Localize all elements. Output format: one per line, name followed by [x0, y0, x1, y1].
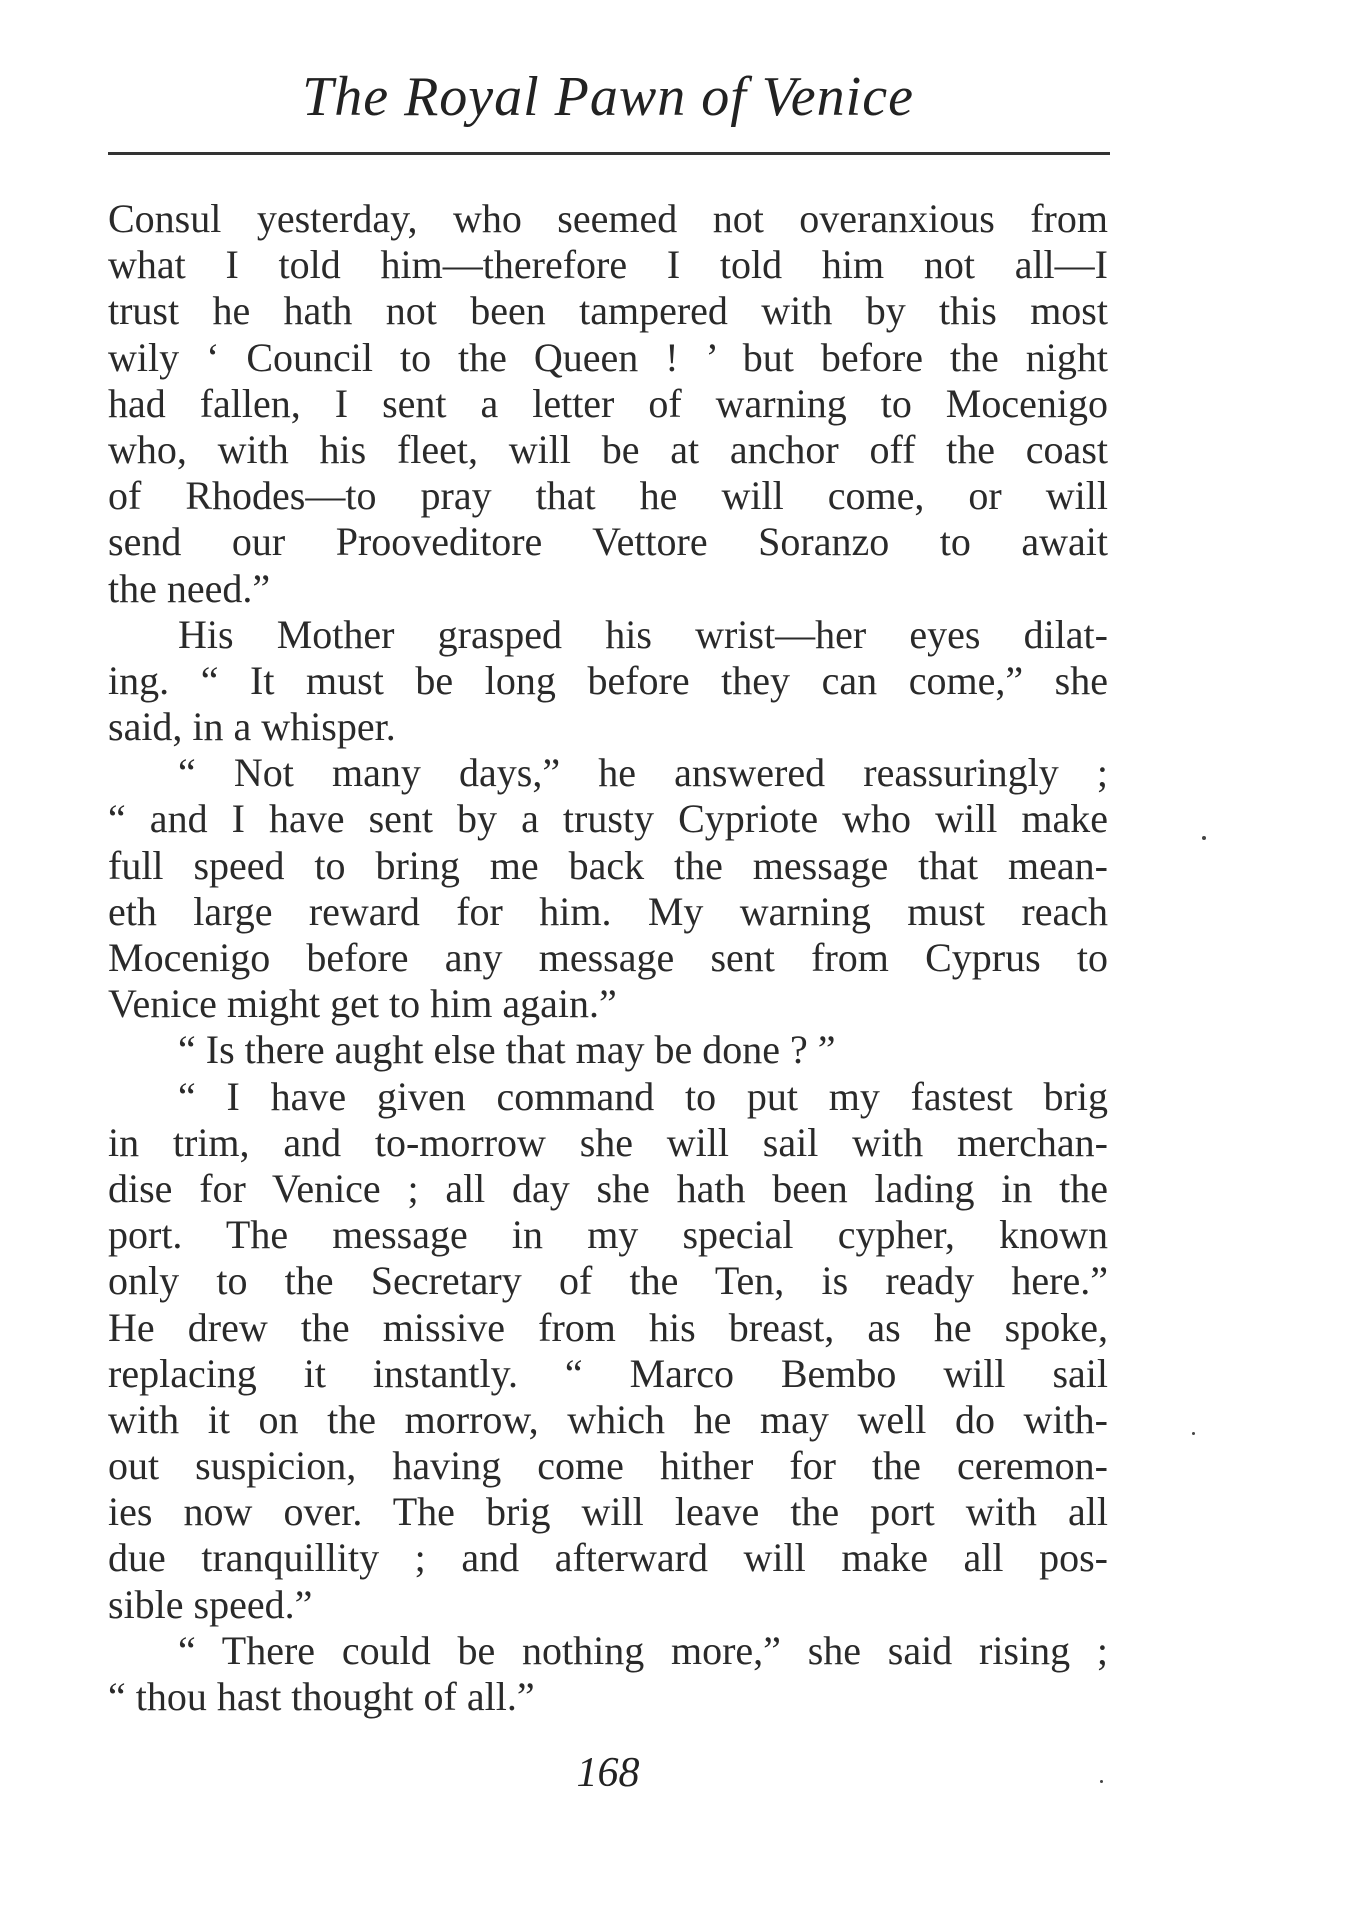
text-line: ies now over. The brig will leave the port with all [108, 1489, 1108, 1535]
print-speck [1100, 1780, 1103, 1783]
text-line: send our Prooveditore Vettore Soranzo to await [108, 519, 1108, 565]
text-line: full speed to bring me back the message that mean- [108, 842, 1108, 888]
body-text [108, 196, 1108, 1720]
text-line: eth large reward for him. My warning must reach [108, 888, 1108, 934]
text-line: who, with his fleet, will be at anchor off the coast [108, 426, 1108, 472]
text-line: dise for Venice ; all day she hath been lading in the [108, 1165, 1108, 1211]
text-line: His Mother grasped his wrist—her eyes dilat- [178, 611, 1108, 657]
text-line: replacing it instantly. “ Marco Bembo will sail [108, 1350, 1108, 1396]
text-line: what I told him—therefore I told him not all—I [108, 242, 1108, 288]
text-line: Consul yesterday, who seemed not overanxious from [108, 196, 1108, 241]
text-line: “ Is there aught else that may be done ? ” [178, 1027, 836, 1073]
text-line: said, in a whisper. [108, 704, 396, 750]
header-rule [108, 152, 1110, 155]
print-speck [1202, 836, 1206, 840]
text-line: “ Not many days,” he answered reassuringly ; [178, 750, 1108, 796]
text-line: Mocenigo before any message sent from Cyprus to [108, 935, 1108, 980]
text-line: trust he hath not been tampered with by this most [108, 288, 1108, 334]
text-line: sible speed.” [108, 1581, 313, 1627]
text-line: only to the Secretary of the Ten, is ready here.” [108, 1258, 1108, 1304]
text-line: had fallen, I sent a letter of warning to Mocenigo [108, 380, 1108, 426]
text-line: Venice might get to him again.” [108, 981, 617, 1027]
page-number: 168 [576, 1750, 640, 1796]
text-line: due tranquillity ; and afterward will make all pos- [108, 1535, 1108, 1581]
text-line: He drew the missive from his breast, as he spoke, [108, 1304, 1108, 1350]
text-line: of Rhodes—to pray that he will come, or will [108, 473, 1108, 519]
text-line: ing. “ It must be long before they can come,” she [108, 657, 1108, 703]
text-line: the need.” [108, 565, 271, 611]
running-title: The Royal Pawn of Venice [302, 66, 914, 128]
text-line: wily ‘ Council to the Queen ! ’ but before the night [108, 334, 1108, 380]
text-line: “ I have given command to put my fastest brig [178, 1073, 1108, 1119]
text-line: port. The message in my special cypher, known [108, 1212, 1108, 1258]
text-line: with it on the morrow, which he may well do with- [108, 1396, 1108, 1442]
text-line: in trim, and to-morrow she will sail with merchan- [108, 1119, 1108, 1165]
print-speck [1192, 1432, 1195, 1435]
text-line: “ thou hast thought of all.” [108, 1674, 535, 1719]
text-line: out suspicion, having come hither for the ceremon- [108, 1443, 1108, 1489]
text-line: “ There could be nothing more,” she said rising ; [178, 1627, 1108, 1673]
text-line: “ and I have sent by a trusty Cypriote who will make [108, 796, 1108, 842]
